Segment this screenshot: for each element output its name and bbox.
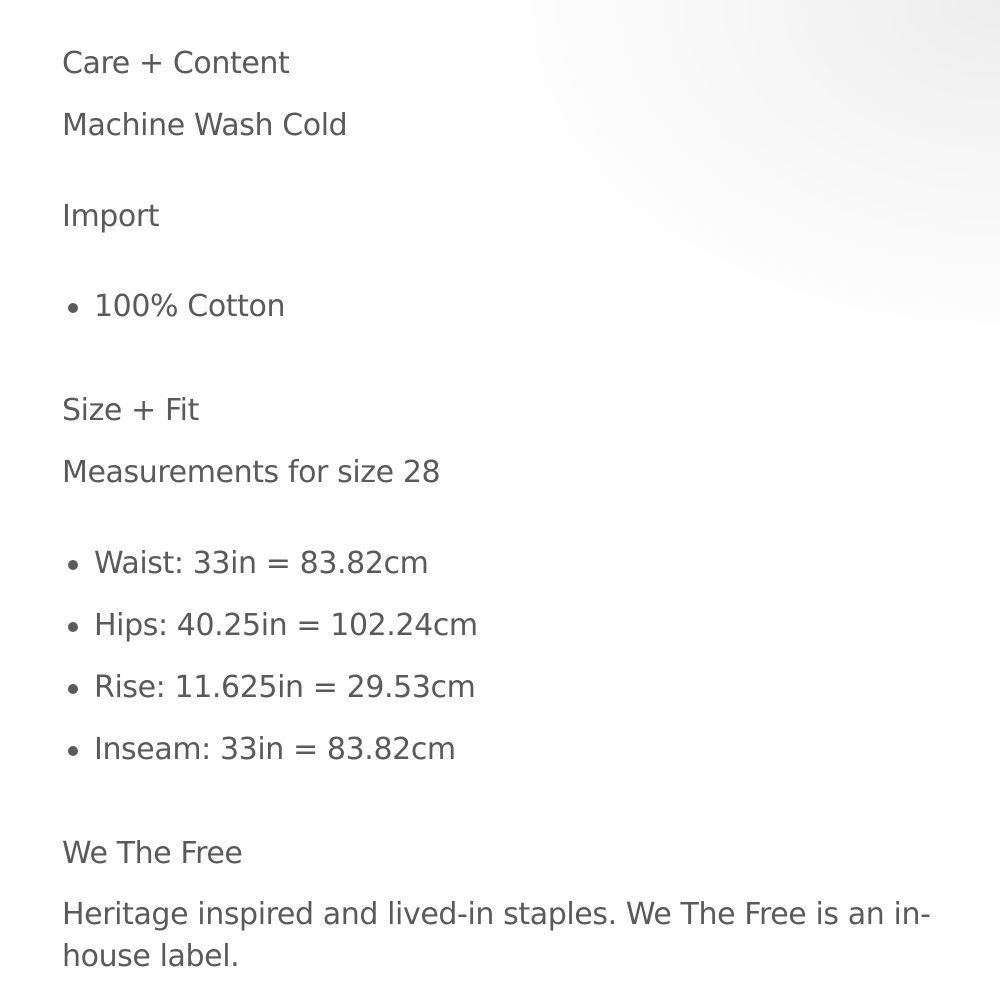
care-heading: Care + Content	[62, 46, 290, 81]
materials-list	[62, 287, 942, 327]
list-item	[62, 606, 942, 646]
product-details	[62, 44, 942, 978]
material-text: 100% Cotton	[94, 289, 286, 324]
bullet-icon	[68, 684, 78, 694]
list-item	[62, 544, 942, 584]
brand-description: Heritage inspired and lived-in staples. We The Free is an in-house label.	[62, 897, 931, 974]
bullet-icon	[68, 622, 78, 632]
list-item	[62, 668, 942, 708]
measurement-inseam: Inseam: 33in = 83.82cm	[94, 732, 456, 767]
list-item	[62, 730, 942, 770]
measurement-hips: Hips: 40.25in = 102.24cm	[94, 608, 478, 643]
brand-heading: We The Free	[62, 836, 243, 871]
measurement-waist: Waist: 33in = 83.82cm	[94, 546, 429, 581]
measurements-list	[62, 544, 942, 770]
size-fit-subheading: Measurements for size 28	[62, 455, 441, 490]
bullet-icon	[68, 303, 78, 313]
care-origin: Import	[62, 199, 160, 234]
bullet-icon	[68, 560, 78, 570]
size-fit-heading: Size + Fit	[62, 393, 199, 428]
care-wash-instruction: Machine Wash Cold	[62, 108, 348, 143]
list-item	[62, 287, 942, 327]
bullet-icon	[68, 746, 78, 756]
measurement-rise: Rise: 11.625in = 29.53cm	[94, 670, 476, 705]
